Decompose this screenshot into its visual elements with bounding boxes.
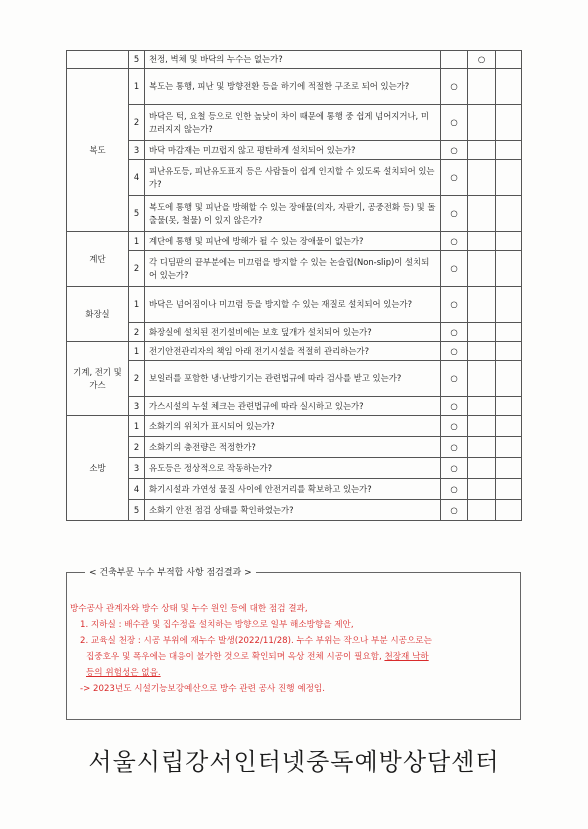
item-text: 바닥 마감재는 미끄럽지 않고 평탄하게 설치되어 있는가? [145, 141, 441, 160]
check-cell [441, 141, 468, 160]
check-cell [468, 500, 496, 521]
item-number: 1 [129, 69, 145, 105]
item-number: 5 [129, 51, 145, 69]
check-cell [496, 416, 522, 437]
check-cell [468, 160, 496, 196]
item-text: 보일러를 포함한 냉·난방기기는 관련법규에 따라 검사를 받고 있는가? [145, 361, 441, 397]
item-number: 2 [129, 437, 145, 458]
check-mark: ○ [450, 400, 458, 411]
check-cell [496, 458, 522, 479]
table-row [67, 479, 522, 500]
check-cell [468, 251, 496, 287]
check-cell [441, 437, 468, 458]
check-cell [441, 232, 468, 251]
item-number: 3 [129, 458, 145, 479]
table-row [67, 51, 522, 69]
check-mark: ○ [450, 235, 458, 246]
results-body [70, 601, 518, 697]
item-text: 화기시설과 가연성 물질 사이에 안전거리를 확보하고 있는가? [145, 479, 441, 500]
check-cell [468, 232, 496, 251]
results-line-risk [70, 665, 518, 681]
check-mark: ○ [450, 326, 458, 337]
item-number: 5 [129, 196, 145, 232]
item-text: 화장실에 설치된 전기설비에는 보호 덮개가 설치되어 있는가? [145, 323, 441, 342]
table-row [67, 416, 522, 437]
results-underlined-text: 천장재 낙하 [384, 652, 429, 662]
results-intro: 방수공사 관계자와 방수 상태 및 누수 원인 등에 대한 점검 결과, [70, 604, 308, 614]
item-number: 1 [129, 342, 145, 361]
table-row [67, 437, 522, 458]
check-cell [468, 287, 496, 323]
check-mark: ○ [450, 208, 458, 218]
item-text: 가스시설의 누설 체크는 관련법규에 따라 실시하고 있는가? [145, 397, 441, 416]
table-row [67, 141, 522, 160]
table-row [67, 287, 522, 323]
item-number: 2 [129, 361, 145, 397]
check-mark: ○ [450, 441, 458, 452]
check-cell [441, 51, 468, 69]
item-text: 바닥은 턱, 요철 등으로 인한 높낮이 차이 때문에 통행 중 쉽게 넘어지거나, 미끄러지지 않는가? [145, 105, 441, 141]
check-cell [496, 287, 522, 323]
item-number: 4 [129, 160, 145, 196]
table-row [67, 251, 522, 287]
check-mark: ○ [450, 117, 458, 127]
item-text: 복도는 통행, 피난 및 방향전환 등을 하기에 적절한 구조로 되어 있는가? [145, 69, 441, 105]
check-cell [496, 232, 522, 251]
check-cell [468, 323, 496, 342]
item-text: 각 디딤판의 끝부분에는 미끄럼을 방지할 수 있는 논슬립(Non-slip)이 설치되어 있는가? [145, 251, 441, 287]
check-cell [496, 500, 522, 521]
check-mark: ○ [450, 299, 458, 309]
category-cell: 복도 [67, 69, 129, 232]
check-cell [441, 416, 468, 437]
table-row [67, 69, 522, 105]
check-mark: ○ [450, 483, 458, 494]
check-cell [441, 287, 468, 323]
check-cell [441, 160, 468, 196]
check-cell [468, 69, 496, 105]
item-number: 1 [129, 287, 145, 323]
check-cell [496, 342, 522, 361]
check-cell [468, 397, 496, 416]
check-cell [468, 437, 496, 458]
results-title: < 건축부문 누수 부적합 사항 점검결과 > [85, 565, 256, 578]
table-row [67, 105, 522, 141]
check-mark: ○ [450, 81, 458, 91]
item-number: 1 [129, 416, 145, 437]
check-cell [441, 69, 468, 105]
check-cell [496, 479, 522, 500]
item-text: 바닥은 넘어짐이나 미끄럼 등을 방지할 수 있는 재질로 설치되어 있는가? [145, 287, 441, 323]
safety-checklist-table [66, 50, 522, 521]
item-number: 2 [129, 105, 145, 141]
check-cell [441, 361, 468, 397]
check-cell [441, 500, 468, 521]
results-line-classroom-cont [70, 649, 518, 665]
item-text: 복도에 통행 및 피난을 방해할 수 있는 장애물(의자, 자판기, 공중전화 등) 및 돌출물(못, 철물) 이 있지 않은가? [145, 196, 441, 232]
check-cell [468, 342, 496, 361]
check-cell [468, 361, 496, 397]
organization-name: 서울시립강서인터넷중독예방상담센터 [88, 748, 500, 776]
check-cell [441, 323, 468, 342]
results-line-plan: -> 2023년도 시설기능보강예산으로 방수 관련 공사 진행 예정임. [80, 684, 325, 694]
category-cell: 기계, 전기 및 가스 [67, 342, 129, 416]
check-mark: ○ [450, 144, 458, 155]
item-number: 2 [129, 251, 145, 287]
table-row [67, 361, 522, 397]
check-cell [468, 51, 496, 69]
check-cell [496, 141, 522, 160]
table-row [67, 232, 522, 251]
check-mark: ○ [450, 373, 458, 383]
results-underlined-text: 등의 위험성은 없음. [86, 668, 161, 678]
check-mark: ○ [450, 172, 458, 182]
check-cell [441, 458, 468, 479]
table-row [67, 323, 522, 342]
check-cell [441, 342, 468, 361]
check-cell [468, 458, 496, 479]
check-mark: ○ [450, 462, 458, 473]
results-line-basement: 1. 지하실 : 배수관 및 집수정을 설치하는 방향으로 일부 해소방향을 제안, [80, 620, 354, 630]
check-cell [468, 105, 496, 141]
table-row [67, 342, 522, 361]
check-cell [468, 416, 496, 437]
check-cell [496, 69, 522, 105]
check-cell [468, 196, 496, 232]
table-row [67, 196, 522, 232]
check-cell [496, 437, 522, 458]
check-cell [441, 397, 468, 416]
check-cell [496, 251, 522, 287]
category-cell [67, 51, 129, 69]
item-text: 계단에 통행 및 피난에 방해가 될 수 있는 장애물이 없는가? [145, 232, 441, 251]
check-cell [496, 160, 522, 196]
item-text: 유도등은 정상적으로 작동하는가? [145, 458, 441, 479]
results-line-classroom: 2. 교육실 천장 : 시공 부위에 재누수 발생(2022/11/28). 누수 부위는 작으나 부분 시공으로는 [80, 636, 432, 646]
table-row [67, 500, 522, 521]
table-row [67, 458, 522, 479]
check-mark: ○ [450, 420, 458, 431]
check-mark: ○ [450, 345, 458, 356]
item-text: 전기안전관리자의 책임 아래 전기시설을 적절히 관리하는가? [145, 342, 441, 361]
check-cell [441, 196, 468, 232]
inspection-results-box [66, 568, 521, 720]
item-text: 천정, 벽체 및 바닥의 누수는 없는가? [145, 51, 441, 69]
item-text: 소화기의 충전량은 적정한가? [145, 437, 441, 458]
check-cell [468, 141, 496, 160]
check-cell [441, 251, 468, 287]
check-cell [441, 105, 468, 141]
check-cell [468, 479, 496, 500]
check-mark: ○ [477, 54, 486, 64]
check-cell [496, 323, 522, 342]
category-cell: 계단 [67, 232, 129, 287]
category-cell: 소방 [67, 416, 129, 521]
table-row [67, 160, 522, 196]
category-cell: 화장실 [67, 287, 129, 342]
check-mark: ○ [450, 504, 458, 515]
item-text: 피난유도등, 피난유도표지 등은 사람들이 쉽게 인지할 수 있도록 설치되어 있는가? [145, 160, 441, 196]
item-text: 소화기 안전 점검 상태를 확인하였는가? [145, 500, 441, 521]
table-row [67, 397, 522, 416]
item-number: 1 [129, 232, 145, 251]
check-mark: ○ [450, 263, 458, 273]
item-number: 5 [129, 500, 145, 521]
item-number: 3 [129, 141, 145, 160]
check-cell [496, 361, 522, 397]
check-cell [496, 105, 522, 141]
item-number: 3 [129, 397, 145, 416]
item-number: 2 [129, 323, 145, 342]
item-number: 4 [129, 479, 145, 500]
check-cell [496, 397, 522, 416]
check-cell [496, 196, 522, 232]
item-text: 소화기의 위치가 표시되어 있는가? [145, 416, 441, 437]
check-cell [496, 51, 522, 69]
check-cell [441, 479, 468, 500]
results-line-text: 집중호우 및 폭우에는 대응이 불가한 것으로 확인되며 옥상 전체 시공이 필요함, [86, 652, 382, 662]
